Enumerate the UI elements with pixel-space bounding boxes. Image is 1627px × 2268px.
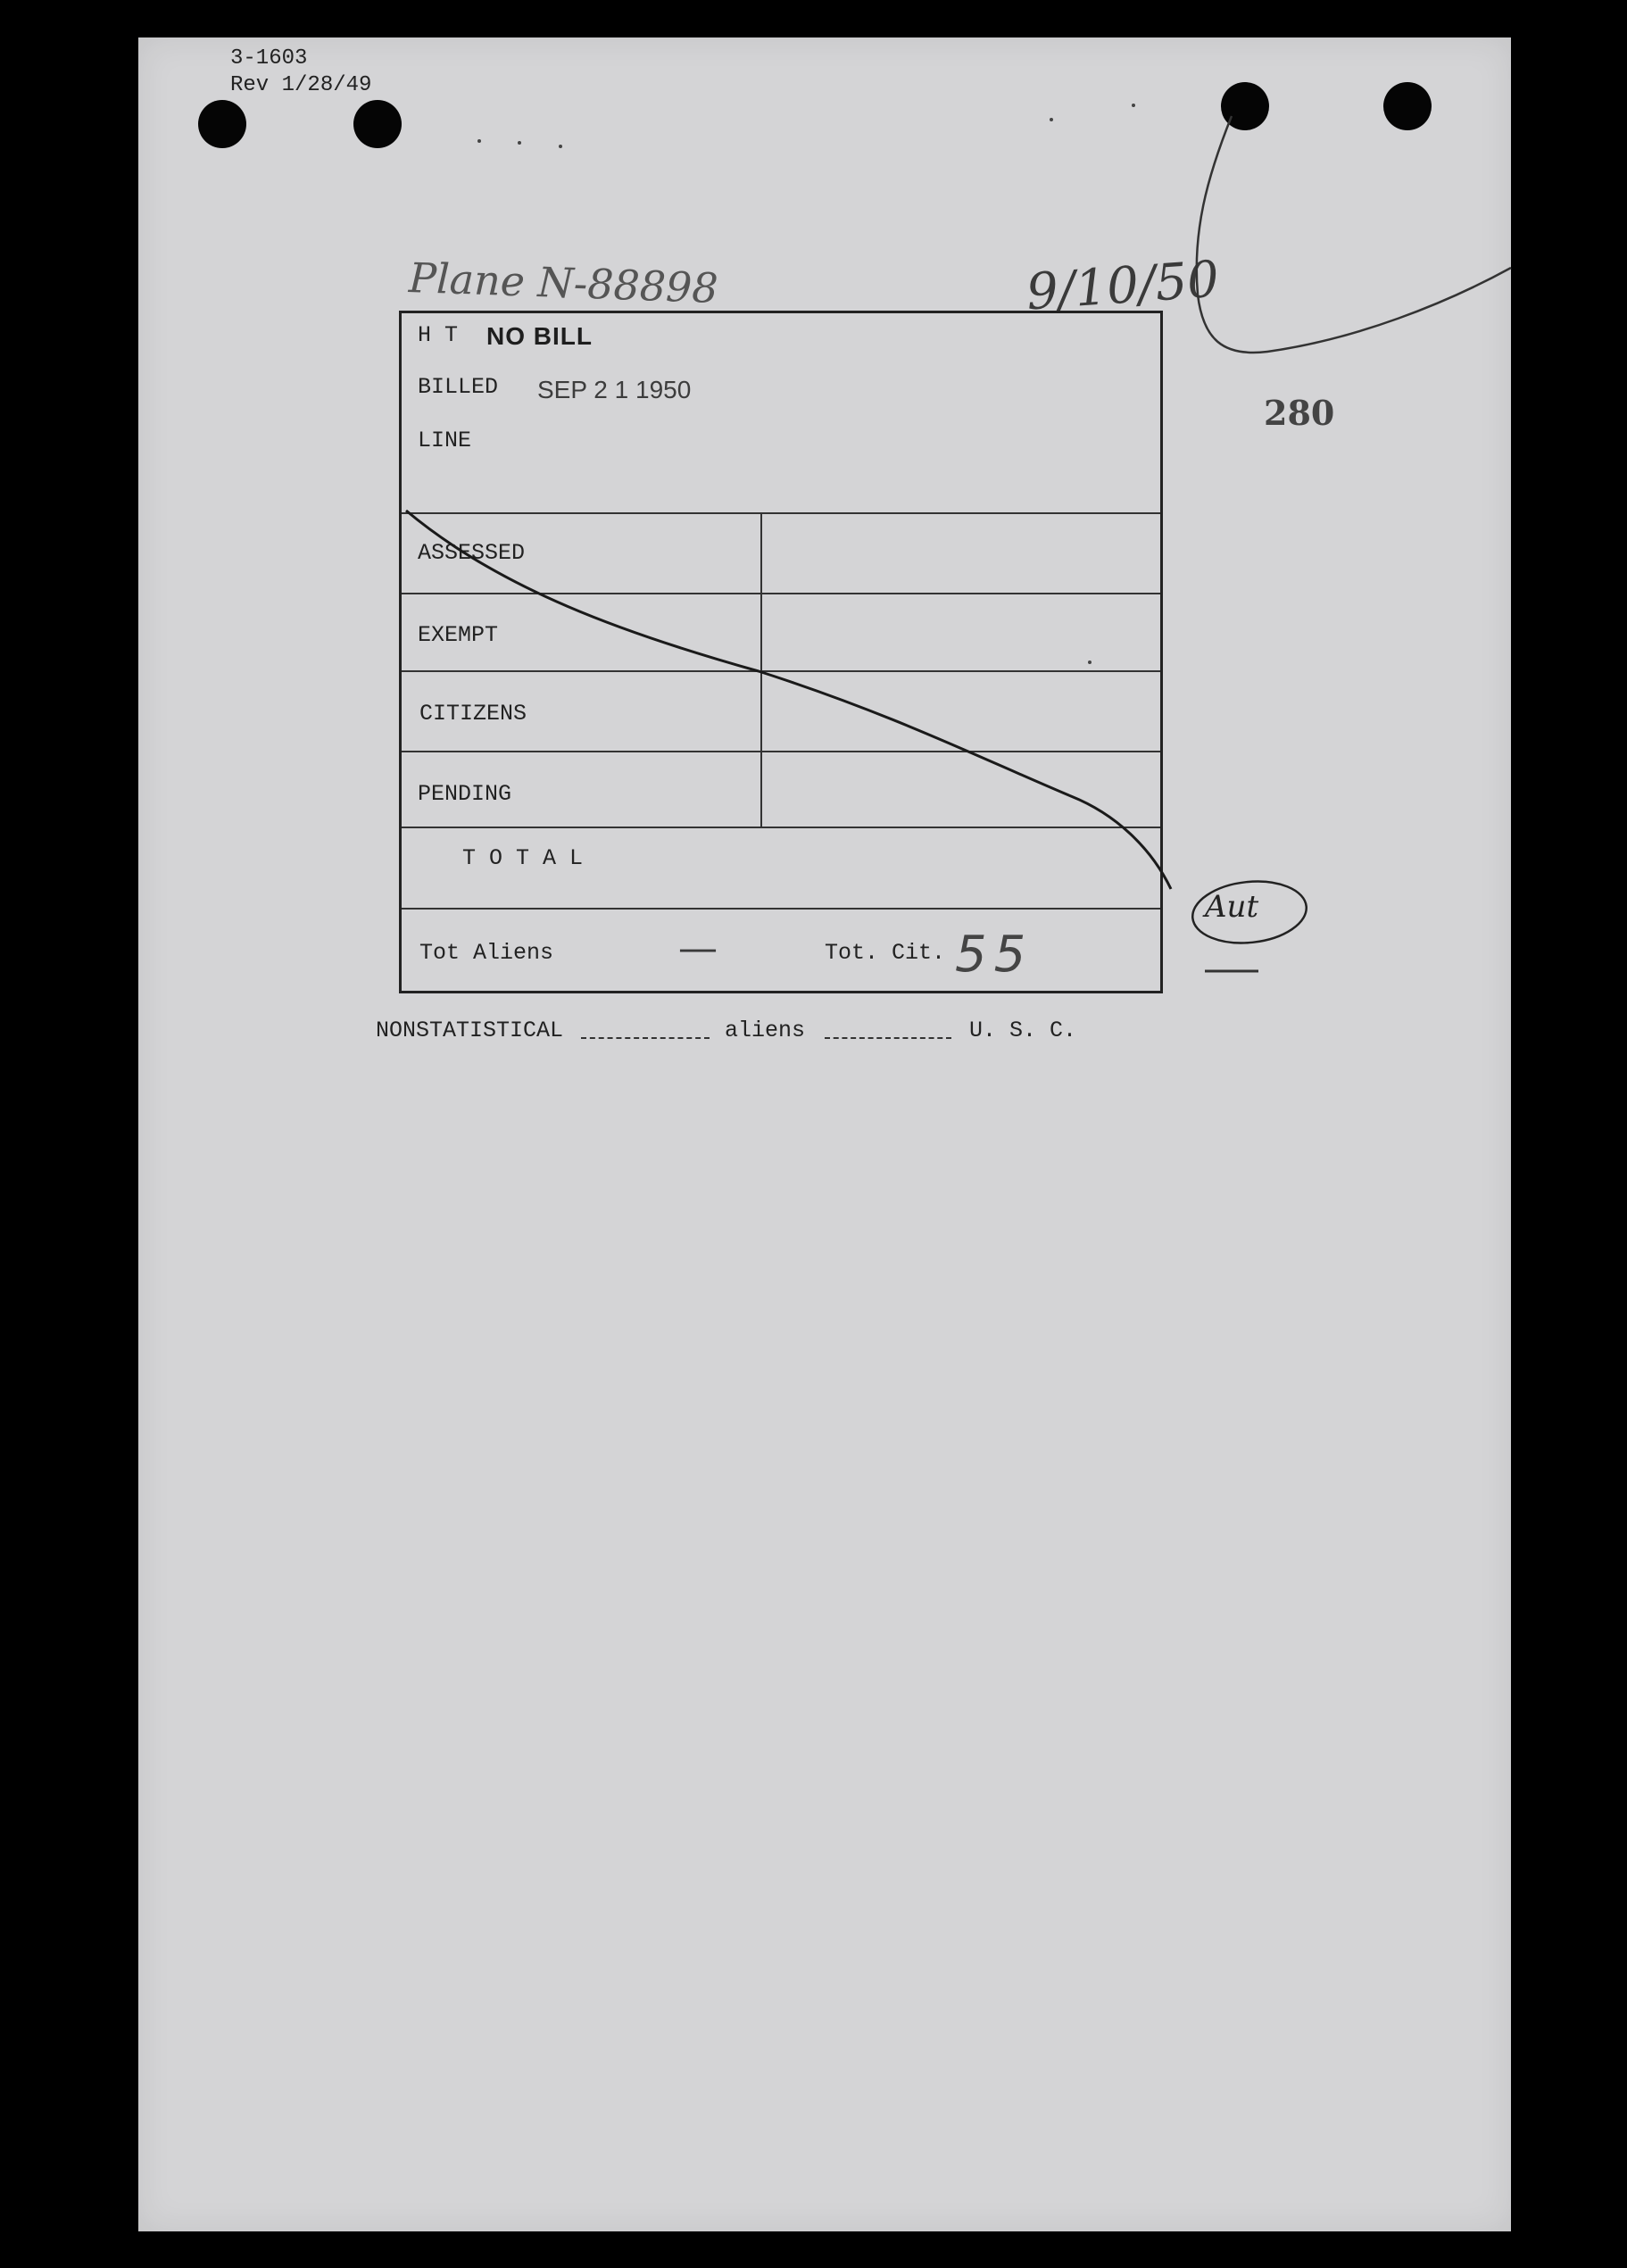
punch-hole-top-right-1 <box>1221 82 1269 130</box>
form-code: 3-1603 <box>230 46 308 71</box>
tot-aliens-label: Tot Aliens <box>419 940 554 966</box>
row-label-citizens: CITIZENS <box>419 701 527 727</box>
form-divider <box>402 512 1160 514</box>
nonstatistical-usc-blank <box>825 1037 951 1039</box>
row-label-assessed: ASSESSED <box>418 540 526 566</box>
form-column-divider <box>760 512 762 827</box>
form-divider <box>402 751 1160 752</box>
scan-speck <box>477 139 481 143</box>
tot-cit-label: Tot. Cit. <box>825 940 946 966</box>
tot-cit-value: 55 <box>955 926 1033 984</box>
form-divider <box>402 908 1160 910</box>
nonstatistical-usc-label: U. S. C. <box>969 1018 1077 1043</box>
tot-aliens-value: — <box>678 926 718 971</box>
punch-hole-top-left-2 <box>353 100 402 148</box>
scan-speck <box>518 141 521 145</box>
page-number: 280 <box>1264 393 1335 433</box>
billed-date-stamp: SEP 2 1 1950 <box>537 376 692 403</box>
ht-label: H T <box>418 322 459 348</box>
handwritten-date: 9/10/50 <box>1024 250 1221 322</box>
total-label: T O T A L <box>462 845 584 871</box>
nonstatistical-aliens-label: aliens <box>725 1018 806 1043</box>
handwritten-flight-number: Plane N-88898 <box>408 253 719 313</box>
no-bill-stamp: NO BILL <box>486 322 593 350</box>
scan-speck <box>559 145 562 148</box>
row-label-exempt: EXEMPT <box>418 622 499 648</box>
punch-hole-top-right-2 <box>1383 82 1432 130</box>
scan-speck <box>1050 118 1053 121</box>
manifest-form-box <box>399 311 1163 993</box>
row-label-pending: PENDING <box>418 781 512 807</box>
form-divider <box>402 593 1160 594</box>
billed-label: BILLED <box>418 374 499 400</box>
punch-hole-top-left-1 <box>198 100 246 148</box>
form-divider <box>402 670 1160 672</box>
form-divider <box>402 827 1160 828</box>
nonstatistical-label: NONSTATISTICAL <box>376 1018 564 1043</box>
scan-speck <box>1132 104 1135 107</box>
line-label: LINE <box>418 428 472 453</box>
form-revision: Rev 1/28/49 <box>230 73 372 97</box>
nonstatistical-aliens-blank <box>581 1037 710 1039</box>
margin-note-text: Aut <box>1205 889 1259 925</box>
